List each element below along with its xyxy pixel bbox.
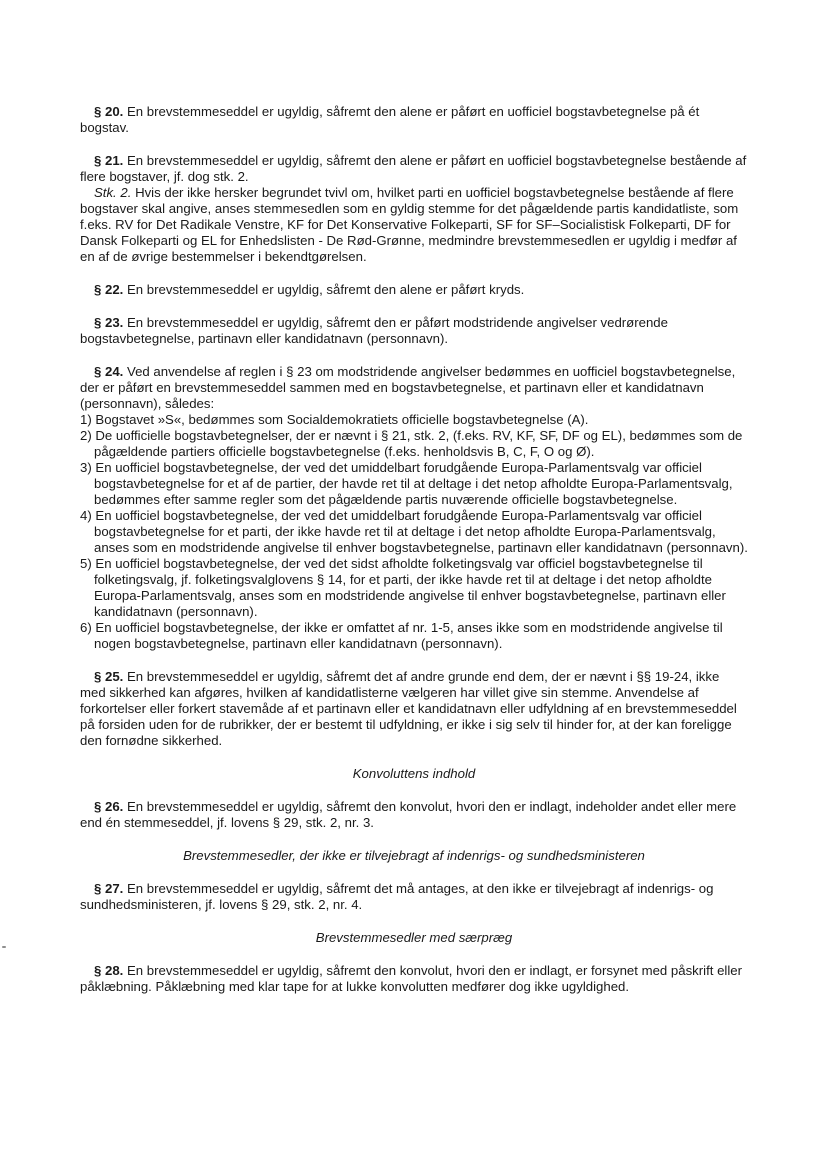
paragraph-s27-text: En brevstemmeseddel er ugyldig, såfremt det må antages, at den ikke er tilvejebragt af indenrigs- og sundhedsministeren, jf. lovens § 29, stk. 2, nr. 4. (80, 881, 714, 912)
scan-artifact-dot (2, 946, 6, 948)
paragraph-s23 (80, 315, 748, 347)
paragraph-s26 (80, 799, 748, 831)
paragraph-s22-text: En brevstemmeseddel er ugyldig, såfremt den alene er påført kryds. (127, 282, 525, 297)
list-item-4-number: 4) (80, 508, 92, 523)
list-item-5-number: 5) (80, 556, 92, 571)
paragraph-s20-text: En brevstemmeseddel er ugyldig, såfremt den alene er påført en uofficiel bogstavbetegnelse på ét bogstav. (80, 104, 700, 135)
list-item-1-number: 1) (80, 412, 92, 427)
section-number-s25: § 25. (94, 669, 124, 684)
list-item-6-number: 6) (80, 620, 92, 635)
list-item-1-text: Bogstavet »S«, bedømmes som Socialdemokratiets officielle bogstavbetegnelse (A). (95, 412, 589, 427)
paragraph-s23-text: En brevstemmeseddel er ugyldig, såfremt den er påført modstridende angivelser vedrørende bogstavbetegnelse, partinavn eller kandidatnavn (personnavn). (80, 315, 668, 346)
s24-numbered-list (80, 412, 748, 652)
section-number-s23: § 23. (94, 315, 124, 330)
section-number-s27: § 27. (94, 881, 124, 896)
subsection-number-s21-stk2: Stk. 2. (94, 185, 132, 200)
paragraph-s24 (80, 364, 748, 412)
paragraph-s25-text: En brevstemmeseddel er ugyldig, såfremt det af andre grunde end dem, der er nævnt i §§ 19-24, ikke med sikkerhed kan afgøres, hvilken af kandidatlisterne vælgeren har villet give sin stemme. Anvendelse af forkortelser eller forkert stavemåde af et partinavn eller et kandidatnavn eller udfyldning af en brevstemmeseddel på forsiden uden for de rubrikker, der er bestemt til udfyldning, er ikke i sig selv til hinder for, at der kan foreligge den fornødne sikkerhed. (80, 669, 737, 748)
paragraph-s21-stk2-text: Hvis der ikke hersker begrundet tvivl om, hvilket parti en uofficiel bogstavbetegnelse bestående af flere bogstaver skal angive, anses stemmesedlen som en gyldig stemme for det pågældende partis kandidatliste, som f.eks. RV for Det Radikale Venstre, KF for Det Konservative Folkeparti, SF for SF–Socialistisk Folkeparti, DF for Dansk Folkeparti og EL for Enhedslisten - De Rød-Grønne, medmindre brevstemmesedlen er ugyldig i medfør af en af de øvrige bestemmelser i bekendtgørelsen. (80, 185, 739, 264)
paragraph-s25 (80, 669, 748, 749)
list-item-3 (80, 460, 748, 508)
list-item-3-number: 3) (80, 460, 92, 475)
document-content (80, 104, 748, 995)
list-item-6-text: En uofficiel bogstavbetegnelse, der ikke er omfattet af nr. 1-5, anses ikke som en modstridende angivelse til nogen bogstavbetegnelse, partinavn eller kandidatnavn (personnavn). (94, 620, 723, 651)
paragraph-s26-text: En brevstemmeseddel er ugyldig, såfremt den konvolut, hvori den er indlagt, indeholder andet eller mere end én stemmeseddel, jf. lovens § 29, stk. 2, nr. 3. (80, 799, 737, 830)
paragraph-s28-text: En brevstemmeseddel er ugyldig, såfremt den konvolut, hvori den er indlagt, er forsynet med påskrift eller påklæbning. Påklæbning med klar tape for at lukke konvolutten medfører dog ikke ugyldighed. (80, 963, 742, 994)
section-number-s22: § 22. (94, 282, 124, 297)
list-item-5 (80, 556, 748, 620)
section-number-s24: § 24. (94, 364, 124, 379)
paragraph-s21 (80, 153, 748, 185)
subheading-konvoluttens-indhold: Konvoluttens indhold (352, 766, 476, 781)
list-item-1 (80, 412, 748, 428)
list-item-4 (80, 508, 748, 556)
paragraph-s24-text: Ved anvendelse af reglen i § 23 om modstridende angivelser bedømmes en uofficiel bogstavbetegnelse, der er påført en brevstemmeseddel sammen med en bogstavbetegnelse, et partinavn eller et kandidatnavn (personnavn), således: (80, 364, 736, 411)
list-item-5-text: En uofficiel bogstavbetegnelse, der ved det sidst afholdte folketingsvalg var officiel bogstavbetegnelse til folketingsvalg, jf. folketingsvalglovens § 14, for et parti, der ikke havde ret til at deltage i det netop afholdte Europa-Parlamentsvalg, anses som en modstridende angivelse til enhver bogstavbetegnelse, partinavn eller kandidatnavn (personnavn). (94, 556, 726, 619)
section-number-s26: § 26. (94, 799, 124, 814)
subheading-brevstemmesedler-tilvejebragt: Brevstemmesedler, der ikke er tilvejebragt af indenrigs- og sundhedsministeren (183, 848, 645, 863)
subheading-brevstemmesedler-saerpraeg: Brevstemmesedler med særpræg (315, 930, 513, 945)
list-item-3-text: En uofficiel bogstavbetegnelse, der ved det umiddelbart forudgående Europa-Parlamentsvalg var officiel bogstavbetegnelse for et af de partier, der havde ret til at deltage i det netop afholdte Europa-Parlamentsvalg, bedømmes efter samme regler som det pågældende partis nuværende officielle bogstavbetegnelse. (94, 460, 733, 507)
paragraph-s22 (80, 282, 748, 298)
paragraph-s27 (80, 881, 748, 913)
paragraph-s21-text: En brevstemmeseddel er ugyldig, såfremt den alene er påført en uofficiel bogstavbetegnelse bestående af flere bogstaver, jf. dog stk. 2. (80, 153, 747, 184)
list-item-2-number: 2) (80, 428, 92, 443)
section-number-s28: § 28. (94, 963, 124, 978)
paragraph-s20 (80, 104, 748, 136)
list-item-2 (80, 428, 748, 460)
section-number-s20: § 20. (94, 104, 124, 119)
section-number-s21: § 21. (94, 153, 124, 168)
paragraph-s21-stk2 (80, 185, 748, 265)
list-item-6 (80, 620, 748, 652)
list-item-4-text: En uofficiel bogstavbetegnelse, der ved det umiddelbart forudgående Europa-Parlamentsvalg var officiel bogstavbetegnelse for et parti, der ikke havde ret til at deltage i det netop afholdte Europa-Parlamentsvalg, anses som en modstridende angivelse til enhver bogstavbetegnelse, partinavn eller kandidatnavn (personnavn). (94, 508, 748, 555)
paragraph-s28 (80, 963, 748, 995)
list-item-2-text: De uofficielle bogstavbetegnelser, der er nævnt i § 21, stk. 2, (f.eks. RV, KF, SF, DF og EL), bedømmes som de pågældende partiers officielle bogstavbetegnelse (f.eks. henholdsvis B, C, F, O og Ø). (94, 428, 743, 459)
